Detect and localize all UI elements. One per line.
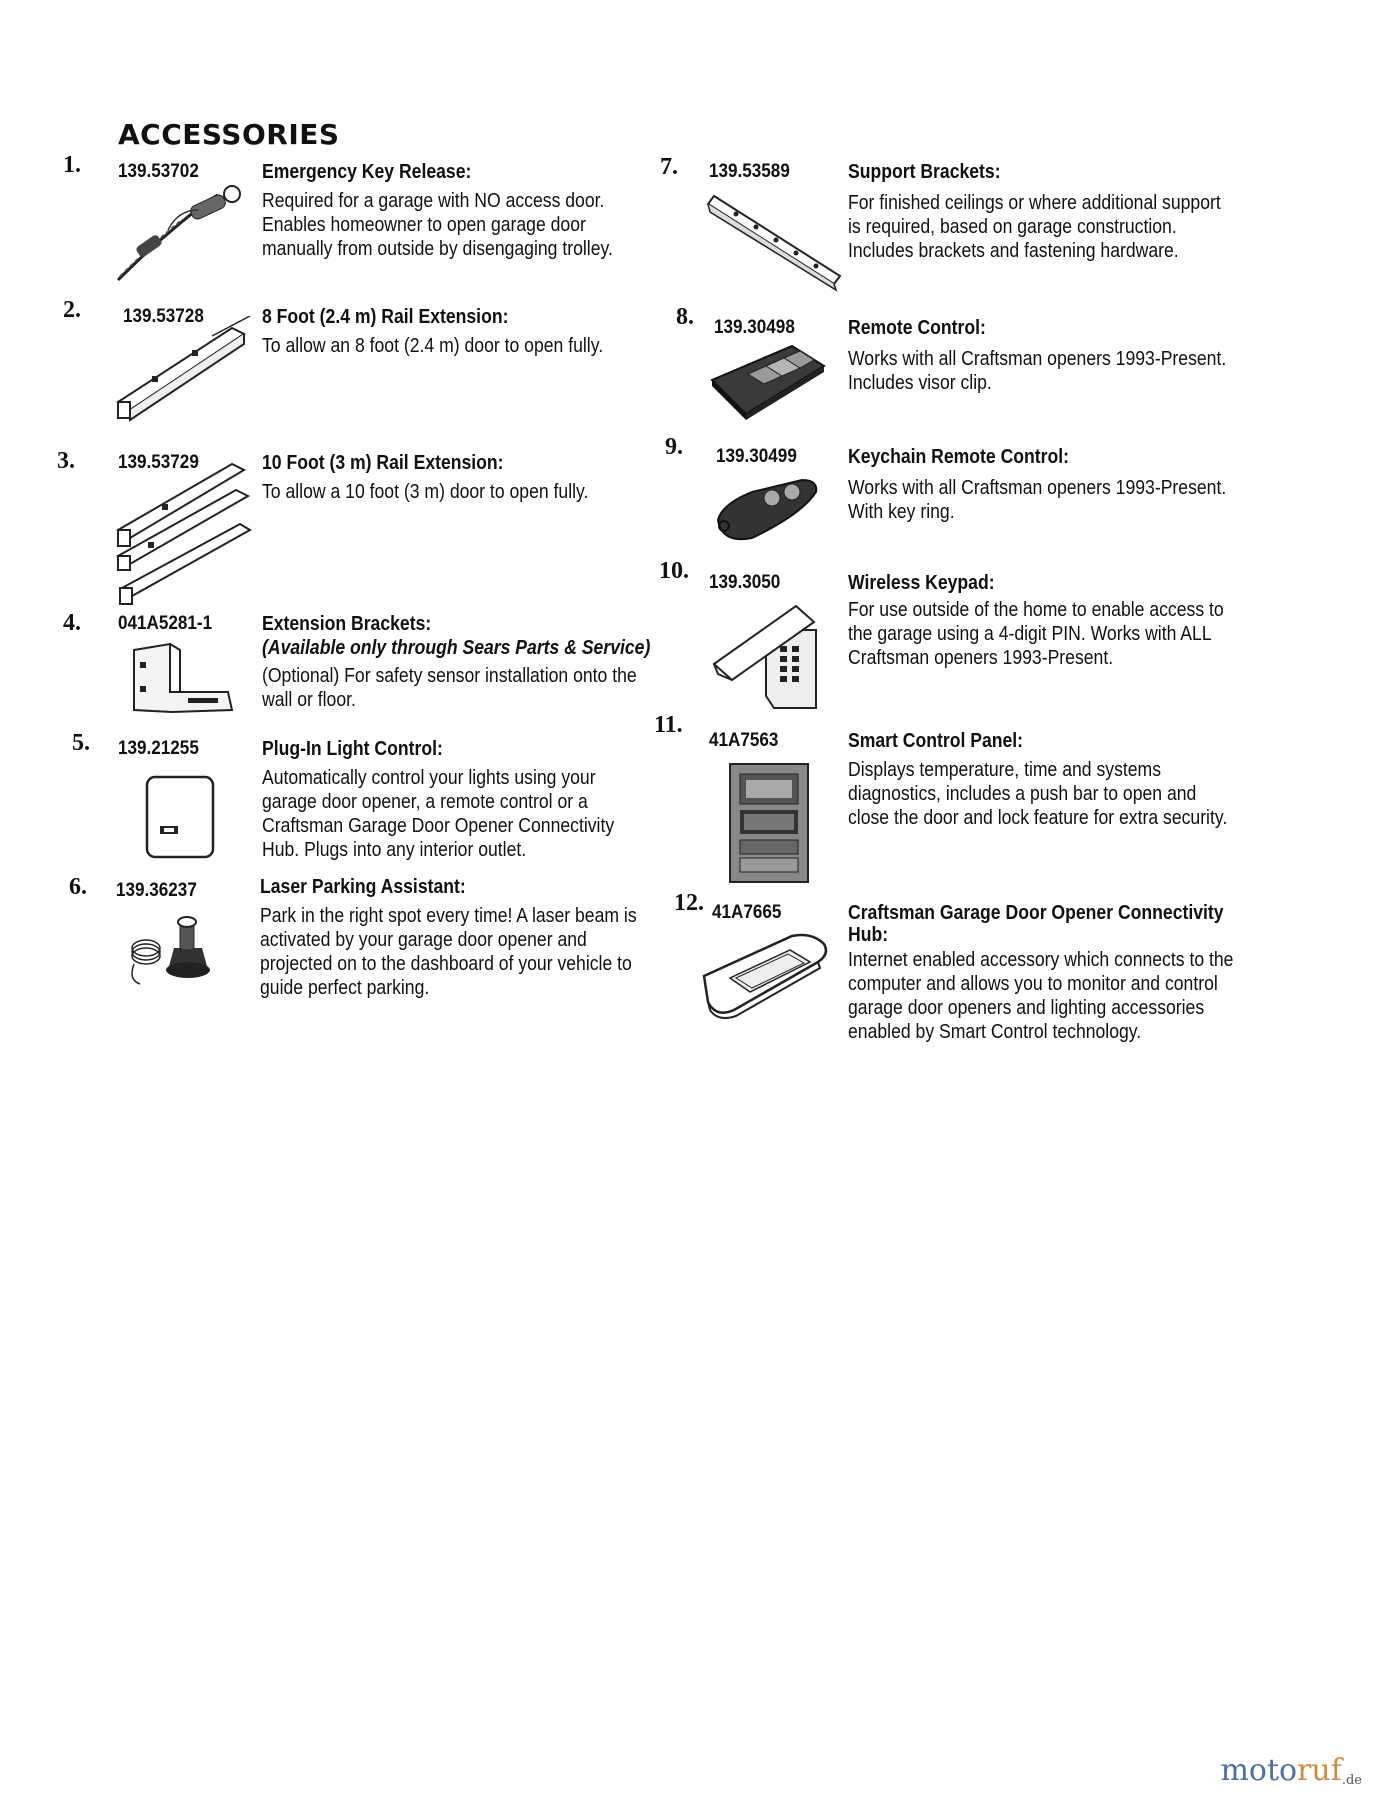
item-number: 2.: [63, 297, 81, 323]
item-number: 9.: [665, 434, 683, 460]
item-number: 5.: [72, 730, 90, 756]
wireless-keypad-illustration: [710, 600, 822, 712]
item-number: 3.: [57, 448, 75, 474]
item-number: 4.: [63, 610, 81, 636]
part-number: 139.21255: [118, 738, 199, 759]
part-number: 139.3050: [709, 572, 781, 593]
item-description: Works with all Craftsman openers 1993-Present. Includes visor clip.: [848, 348, 1227, 394]
item-title: Emergency Key Release:: [262, 161, 472, 183]
item-number: 11.: [654, 712, 683, 738]
item-number: 8.: [676, 304, 694, 330]
item-description: (Optional) For safety sensor installation onto the wall or floor.: [262, 665, 637, 711]
support-bracket-illustration: [706, 192, 846, 292]
item-title: Remote Control:: [848, 317, 986, 339]
light-control-illustration: [144, 774, 216, 860]
remote-control-illustration: [708, 340, 828, 422]
item-title: Smart Control Panel:: [848, 730, 1024, 752]
item-title: Craftsman Garage Door Opener Connectivity Hub:: [848, 902, 1224, 946]
item-description: Internet enabled accessory which connects to the computer and allows you to monitor and control garage door openers and lighting accessories enabled by Smart Control technology.: [848, 949, 1234, 1043]
item-description: Automatically control your lights using your garage door opener, a remote control or a Craftsman Garage Door Opener Connectivity Hub. Plugs into any interior outlet.: [262, 767, 615, 861]
part-number: 139.36237: [116, 880, 197, 901]
watermark-logo: motoruf.de: [1220, 1753, 1362, 1788]
item-title: Plug-In Light Control:: [262, 738, 443, 760]
item-number: 6.: [69, 874, 87, 900]
item-description: To allow a 10 foot (3 m) door to open fully.: [262, 481, 589, 503]
rail-extension-10ft-illustration: [112, 460, 252, 610]
laser-parking-illustration: [126, 908, 226, 988]
part-number: 139.53728: [123, 306, 204, 327]
part-number: 139.53702: [118, 161, 199, 182]
smart-control-panel-illustration: [728, 762, 810, 884]
page-heading: ACCESSORIES: [118, 118, 340, 151]
item-description: Works with all Craftsman openers 1993-Present. With key ring.: [848, 477, 1227, 523]
rail-extension-8ft-illustration: [112, 316, 252, 426]
item-number: 7.: [660, 154, 678, 180]
part-number: 041A5281-1: [118, 613, 213, 634]
item-description: Park in the right spot every time! A laser beam is activated by your garage door opener and projected on to the dashboard of your vehicle to guide perfect parking.: [260, 905, 637, 999]
item-description: For use outside of the home to enable access to the garage using a 4-digit PIN. Works with ALL Craftsman openers 1993-Present.: [848, 599, 1224, 669]
part-number: 139.30499: [716, 446, 797, 467]
item-number: 12.: [674, 890, 704, 916]
part-number: 139.30498: [714, 317, 795, 338]
extension-bracket-illustration: [128, 640, 238, 720]
item-description: Required for a garage with NO access door. Enables homeowner to open garage door manually from outside by disengaging trolley.: [262, 190, 613, 260]
connectivity-hub-illustration: [700, 932, 834, 1022]
item-title: Support Brackets:: [848, 161, 1001, 183]
keychain-remote-illustration: [712, 474, 824, 546]
item-availability-note: (Available only through Sears Parts & Service): [262, 637, 651, 659]
item-title: 8 Foot (2.4 m) Rail Extension:: [262, 306, 509, 328]
item-number: 1.: [63, 152, 81, 178]
part-number: 41A7563: [709, 730, 779, 751]
item-title: Laser Parking Assistant:: [260, 876, 466, 898]
item-description: To allow an 8 foot (2.4 m) door to open fully.: [262, 335, 604, 357]
part-number: 41A7665: [712, 902, 782, 923]
item-title: Wireless Keypad:: [848, 572, 995, 594]
part-number: 139.53729: [118, 452, 199, 473]
key-release-illustration: [108, 180, 248, 290]
item-title: Extension Brackets:: [262, 613, 432, 635]
item-title: Keychain Remote Control:: [848, 446, 1070, 468]
item-description: Displays temperature, time and systems diagnostics, includes a push bar to open and close the door and lock feature for extra security.: [848, 759, 1228, 829]
part-number: 139.53589: [709, 161, 790, 182]
item-title: 10 Foot (3 m) Rail Extension:: [262, 452, 504, 474]
item-number: 10.: [659, 558, 689, 584]
item-description: For finished ceilings or where additional support is required, based on garage construction. Includes brackets and fastening hardware.: [848, 192, 1221, 262]
